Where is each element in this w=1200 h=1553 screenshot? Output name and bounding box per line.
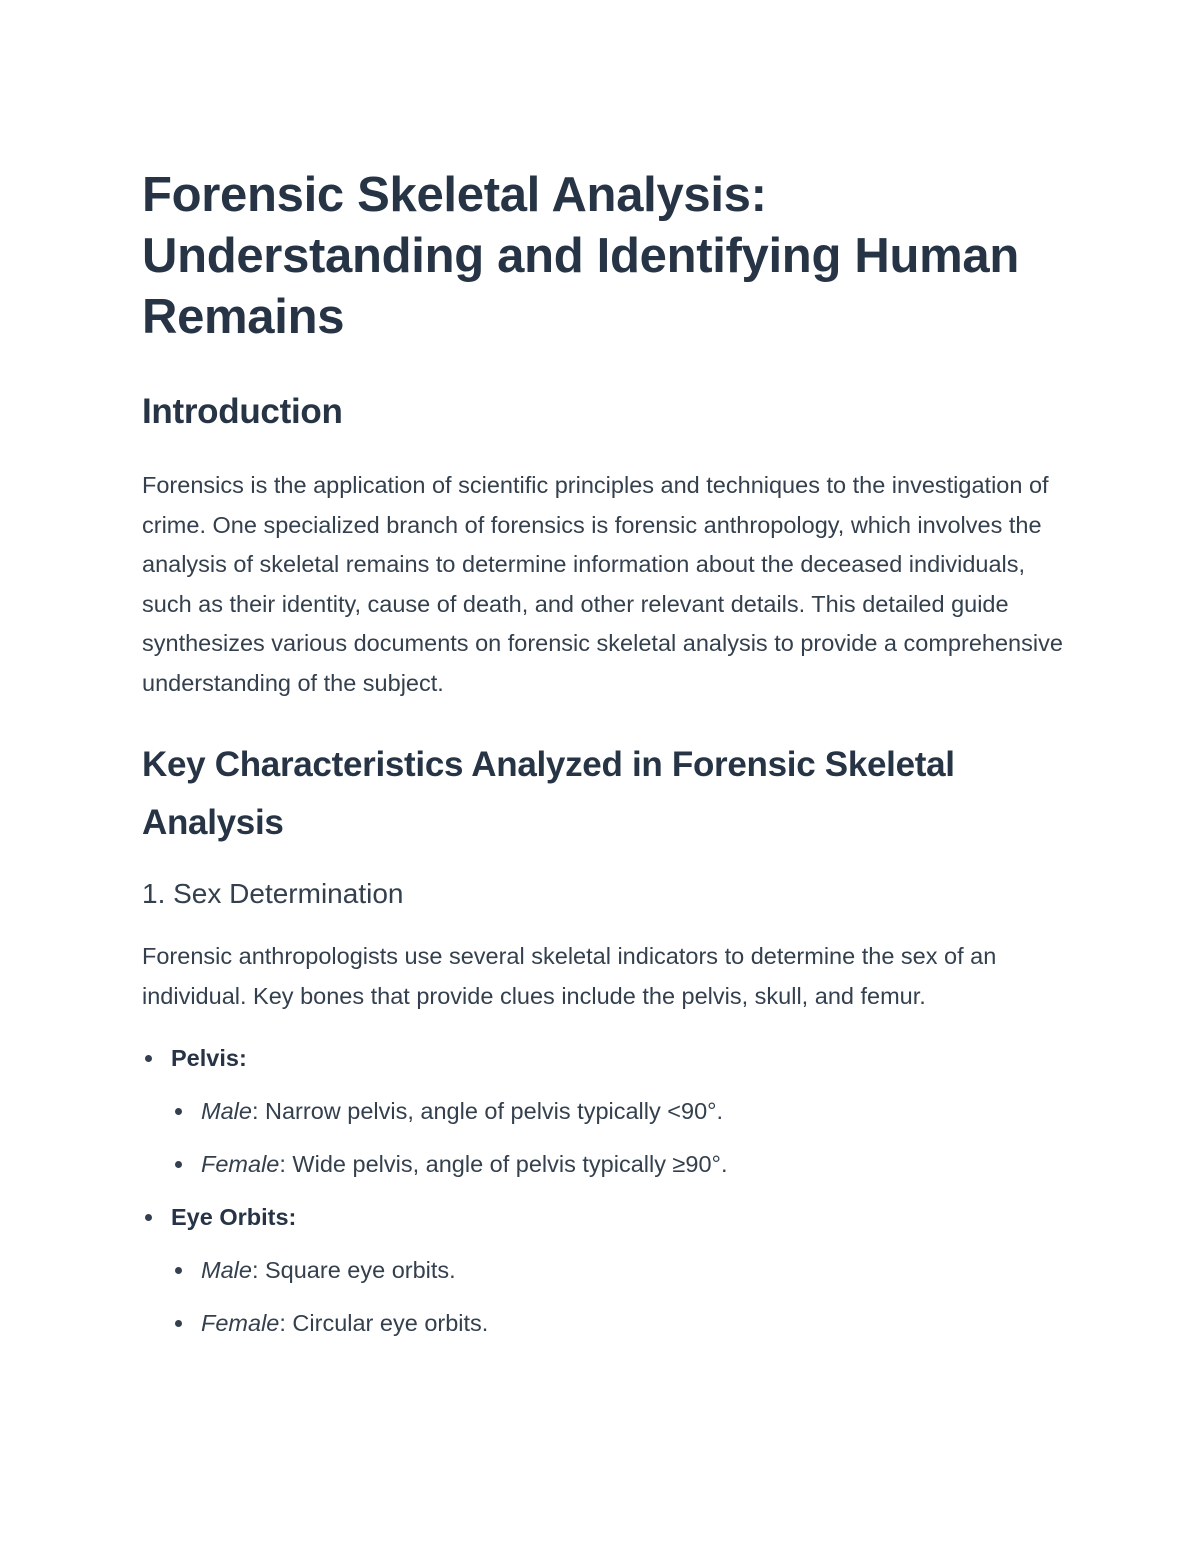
male-label: Male bbox=[201, 1098, 252, 1124]
list-item-pelvis-female bbox=[142, 1138, 1072, 1191]
male-label: Male bbox=[201, 1257, 252, 1283]
bullet-icon bbox=[145, 1055, 152, 1062]
list-item-eye-orbits bbox=[142, 1191, 1072, 1244]
bullet-icon bbox=[175, 1161, 182, 1168]
bullet-icon bbox=[145, 1214, 152, 1221]
sex-determination-paragraph: Forensic anthropologists use several skeletal indicators to determine the sex of an individual. Key bones that provide clues include the pelvis, skull, and femur. bbox=[142, 943, 997, 1009]
bullet-icon bbox=[175, 1267, 182, 1274]
pelvis-label: Pelvis: bbox=[171, 1045, 247, 1071]
sex-indicator-list bbox=[142, 1032, 1072, 1350]
eye-orbits-label: Eye Orbits: bbox=[171, 1204, 297, 1230]
bullet-icon bbox=[175, 1320, 182, 1327]
introduction-paragraph: Forensics is the application of scientific principles and techniques to the investigation of crime. One specialized branch of forensics is forensic anthropology, which involves the analysis of skeletal remains to determine information about the deceased individuals, such as their identity, cause of death, and other relevant details. This detailed guide synthesizes various documents on forensic skeletal analysis to provide a comprehensive understanding of the subject. bbox=[142, 472, 1063, 696]
sex-determination-heading: 1. Sex Determination bbox=[142, 878, 404, 909]
list-item-pelvis bbox=[142, 1032, 1072, 1085]
document-title: Forensic Skeletal Analysis: Understanding and Identifying Human Remains bbox=[142, 168, 1019, 344]
list-item-eye-orbits-male bbox=[142, 1244, 1072, 1297]
pelvis-female-text: : Wide pelvis, angle of pelvis typically ≥90°. bbox=[279, 1151, 728, 1177]
key-characteristics-heading: Key Characteristics Analyzed in Forensic Skeletal Analysis bbox=[142, 745, 955, 842]
list-item-eye-orbits-female bbox=[142, 1297, 1072, 1350]
female-label: Female bbox=[201, 1310, 280, 1336]
eye-orbits-male-text: : Square eye orbits. bbox=[251, 1257, 456, 1283]
introduction-heading: Introduction bbox=[142, 392, 343, 431]
female-label: Female bbox=[201, 1151, 280, 1177]
bullet-icon bbox=[175, 1108, 182, 1115]
pelvis-male-text: : Narrow pelvis, angle of pelvis typically <90°. bbox=[251, 1098, 724, 1124]
document-page bbox=[142, 165, 1072, 1350]
eye-orbits-female-text: : Circular eye orbits. bbox=[279, 1310, 489, 1336]
list-item-pelvis-male bbox=[142, 1085, 1072, 1138]
